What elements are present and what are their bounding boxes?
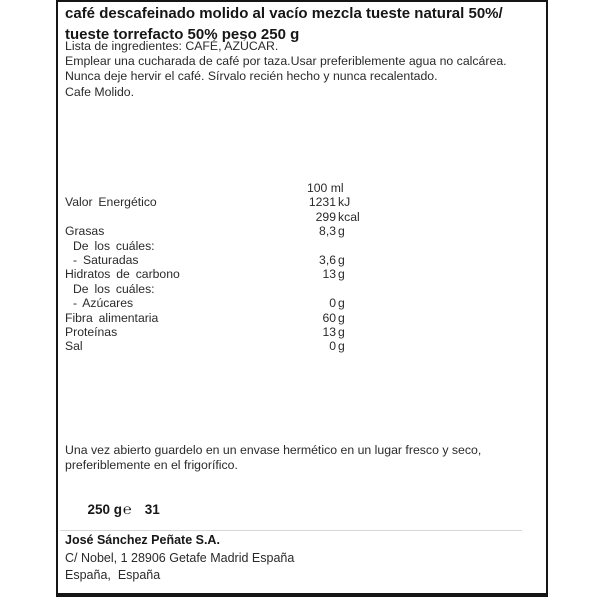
nutrient-name: - Azúcares [73,296,134,311]
nutrition-header-row [65,181,485,195]
nutrient-value [280,224,345,238]
nutrition-column-header: 100 ml [307,181,344,195]
manufacturer-address: C/ Nobel, 1 28906 Getafe Madrid España [65,551,295,565]
nutrient-unit: g [338,339,345,354]
nutrient-name: Fibra alimentaria [65,310,159,325]
nutrient-amount: 0 [329,296,336,311]
nutrient-name: Grasas [65,224,105,239]
nutrient-value [280,296,345,310]
nutrient-amount: 299 [315,209,336,224]
storage-instructions-line2: preferiblemente en el frigorífico. [65,458,238,472]
nutrient-amount: 3,6 [319,252,336,267]
estimated-sign-icon: ℮ [123,502,132,518]
nutrition-row-carbohydrate [65,267,485,281]
net-weight [65,487,160,533]
nutrient-unit: g [338,324,345,339]
nutrient-value [280,311,345,325]
nutrient-value [280,210,360,224]
nutrient-name: De los cuáles: [73,238,155,253]
nutrient-unit: g [338,252,345,267]
nutrition-row-saturates [65,253,485,267]
product-label [56,0,548,597]
nutrient-value [280,253,345,267]
nutrient-value [280,325,345,339]
nutrient-unit: g [338,296,345,311]
nutrient-name: Proteínas [65,324,118,339]
nutrition-row-fibre [65,311,485,325]
net-weight-value: 250 g [87,502,123,517]
nutrient-unit: kJ [338,195,351,210]
product-type: Cafe Molido. [65,85,135,99]
product-title-line1: café descafeinado molido al vacío mezcla tueste natural 50%/ [65,5,503,22]
nutrient-name: Valor Energético [65,195,157,210]
nutrition-row-energy-kcal [65,210,485,224]
storage-instructions-line1: Una vez abierto guardelo en un envase hermético en un lugar fresco y seco, [65,443,482,457]
nutrition-row-sugars [65,296,485,310]
nutrient-name: - Saturadas [73,252,139,267]
nutrient-value [280,339,345,353]
usage-instructions-line2: Nunca deje hervir el café. Sírvalo recién hecho y nunca recalentado. [65,69,438,83]
nutrient-unit: g [338,224,345,239]
nutrition-row-of-which-carb [65,282,485,296]
nutrition-row-fat [65,224,485,238]
nutrition-row-energy-kj [65,195,485,209]
nutrition-row-protein [65,325,485,339]
nutrient-unit: g [338,267,345,282]
nutrient-amount: 60 [322,310,336,325]
product-title-line2: tueste torrefacto 50% peso 250 g [65,26,300,43]
batch-number: 31 [144,502,160,517]
nutrient-unit: g [338,310,345,325]
nutrient-value [280,195,350,209]
nutrient-value [280,267,345,281]
nutrient-name: De los cuáles: [73,281,155,296]
nutrient-amount: 13 [322,267,336,282]
usage-instructions-line1: Emplear una cucharada de café por taza.Usar preferiblemente agua no calcárea. [65,54,507,68]
nutrient-name: Hidratos de carbono [65,267,180,282]
manufacturer-country: España, España [65,568,161,582]
nutrient-amount: 1231 [308,195,336,210]
manufacturer-name: José Sánchez Peñate S.A. [65,533,220,547]
nutrient-amount: 0 [329,339,336,354]
nutrition-row-of-which-fat [65,239,485,253]
separator-line [60,530,522,531]
nutrition-row-salt [65,339,485,353]
nutrient-amount: 13 [322,324,336,339]
nutrient-name: Sal [65,339,83,354]
nutrition-table [65,181,485,354]
nutrient-amount: 8,3 [319,224,336,239]
ingredients-list: Lista de ingredientes: CAFÉ, AZÚCAR. [65,39,279,53]
nutrient-unit: kcal [338,209,360,224]
